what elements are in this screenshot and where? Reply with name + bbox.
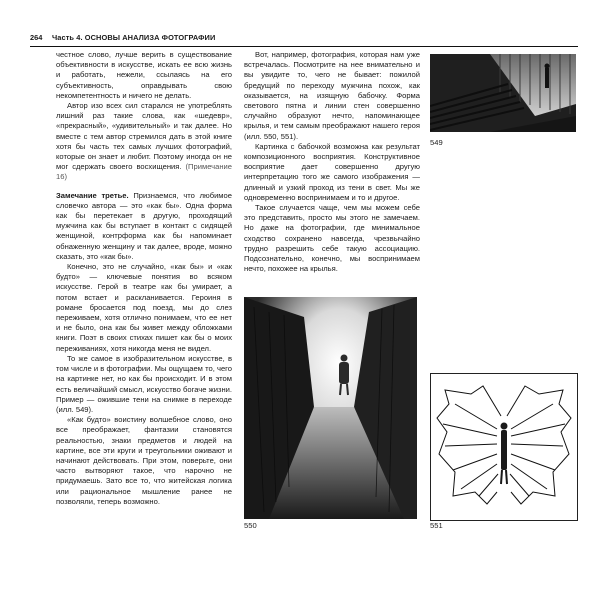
running-title: Часть 4. ОСНОВЫ АНАЛИЗА ФОТОГРАФИИ (52, 33, 216, 42)
figure-caption-551: 551 (430, 521, 443, 530)
photo-549-staircase (430, 54, 576, 132)
butterfly-outline-drawing (431, 374, 577, 520)
paragraph: «Как будто» воистину волшебное слово, оно все преображает, фантазии становятся реальностью, знаки предметов и людей на картине, все эти круги и треугольники оживают и начинают действовать. При этом, поверьте, они часто вытворяют такое, что нарочно не придумаешь. Зато все то, что житейская логика или рациональное мышление ранее не позволяли, теперь возможно. (56, 415, 232, 506)
running-header (30, 33, 578, 47)
photo-550-corridor (244, 297, 417, 519)
paragraph: Картинка с бабочкой возможна как результат композиционного восприятия. Конструктивное восприятие дает совершенно другую интерпретацию того же самого изображения — длинный и узкий проход из тени в свет. Мы же одновременно воспринимаем и то и другое. (244, 141, 420, 202)
figure-551-butterfly-diagram (430, 373, 578, 521)
section-heading: Замечание третье. (56, 190, 129, 200)
paragraph: Такое случается чаще, чем мы можем себе это представить, просто мы этого не замечаем. Но даже на фотографии, где минимальное сходство сохранено навсегда, чрезвычайно трудно разрешить себе такую ассоциацию. Подсознательно, конечно, мы воспринимаем нечто, похожее на крылья. (244, 203, 420, 274)
figure-caption-549: 549 (430, 138, 443, 147)
figure-caption-550: 550 (244, 521, 257, 530)
paragraph-text: Признаемся, что любимое словечко автора — это «как бы». Одна форма как бы перетекает в другую, проходящий мужчина как бы вступает в контакт с сидящей женщиной, контрформа как бы напоминает обнаженную женщину и так далее, вроде, можно сказать, это «как бы». (56, 190, 232, 261)
paragraph: Конечно, это не случайно, «как бы» и «как будто» — ключевые понятия во всяком искусстве. Герой в театре как бы умирает, а потом встает и раскланивается. Героиня в романе бросается под поезд, мы до слез переживаем, хотя отлично понимаем, что ее нет и не было, она как бы живет между обложками книги. Поэт в своих стихах пишет как бы о моих переживаниях, хотя никогда меня не видел. (56, 262, 232, 353)
note-reference: (Примечание 16) (56, 162, 232, 182)
paragraph: То же самое в изобразительном искусстве, в том числе и в фотографии. Мы ощущаем то, чего на картинке нет, но как бы происходит. И в этом есть величайший смысл, искусство богаче жизни. Пример — ожившие тени на снимке в переходе (илл. 549). (56, 353, 232, 414)
text-column-left (56, 50, 232, 507)
paragraph-text: Автор изо всех сил старался не употреблять лишний раз такие слова, как «шедевр», «прекрасный», «удивительный» и так далее. Но вместе с тем автор стремился дать в этой книге хотя бы часть тех самых лучших фотографий, которые он знает и любит. Поэтому иногда он не мог сдержать своего восхищения. (56, 101, 232, 172)
page-number: 264 (30, 33, 43, 42)
paragraph: Вот, например, фотография, которая нам уже встречалась. Посмотрите на нее внимательно и вы увидите то, чего не бывает: пожилой бредущий по переходу мужчина похож, как оказывается, на изящную бабочку. Форма светового пятна и линии стен совершенно случайно образуют нечто, напоминающее крылья, и тем самым преображают нашего героя (илл. 550, 551). (244, 50, 420, 141)
paragraph: честное слово, лучше верить в существование объективности в искусстве, искать ее всю жизнь и работать, нежели, ссылаясь на его субъективность, оправдывать свою некомпетентность и ничего не делать. (56, 50, 232, 100)
staircase-photo-drawing (430, 54, 576, 132)
paragraph (56, 191, 232, 262)
corridor-photo-drawing (244, 297, 417, 519)
paragraph (56, 101, 232, 183)
text-column-middle (244, 50, 420, 274)
